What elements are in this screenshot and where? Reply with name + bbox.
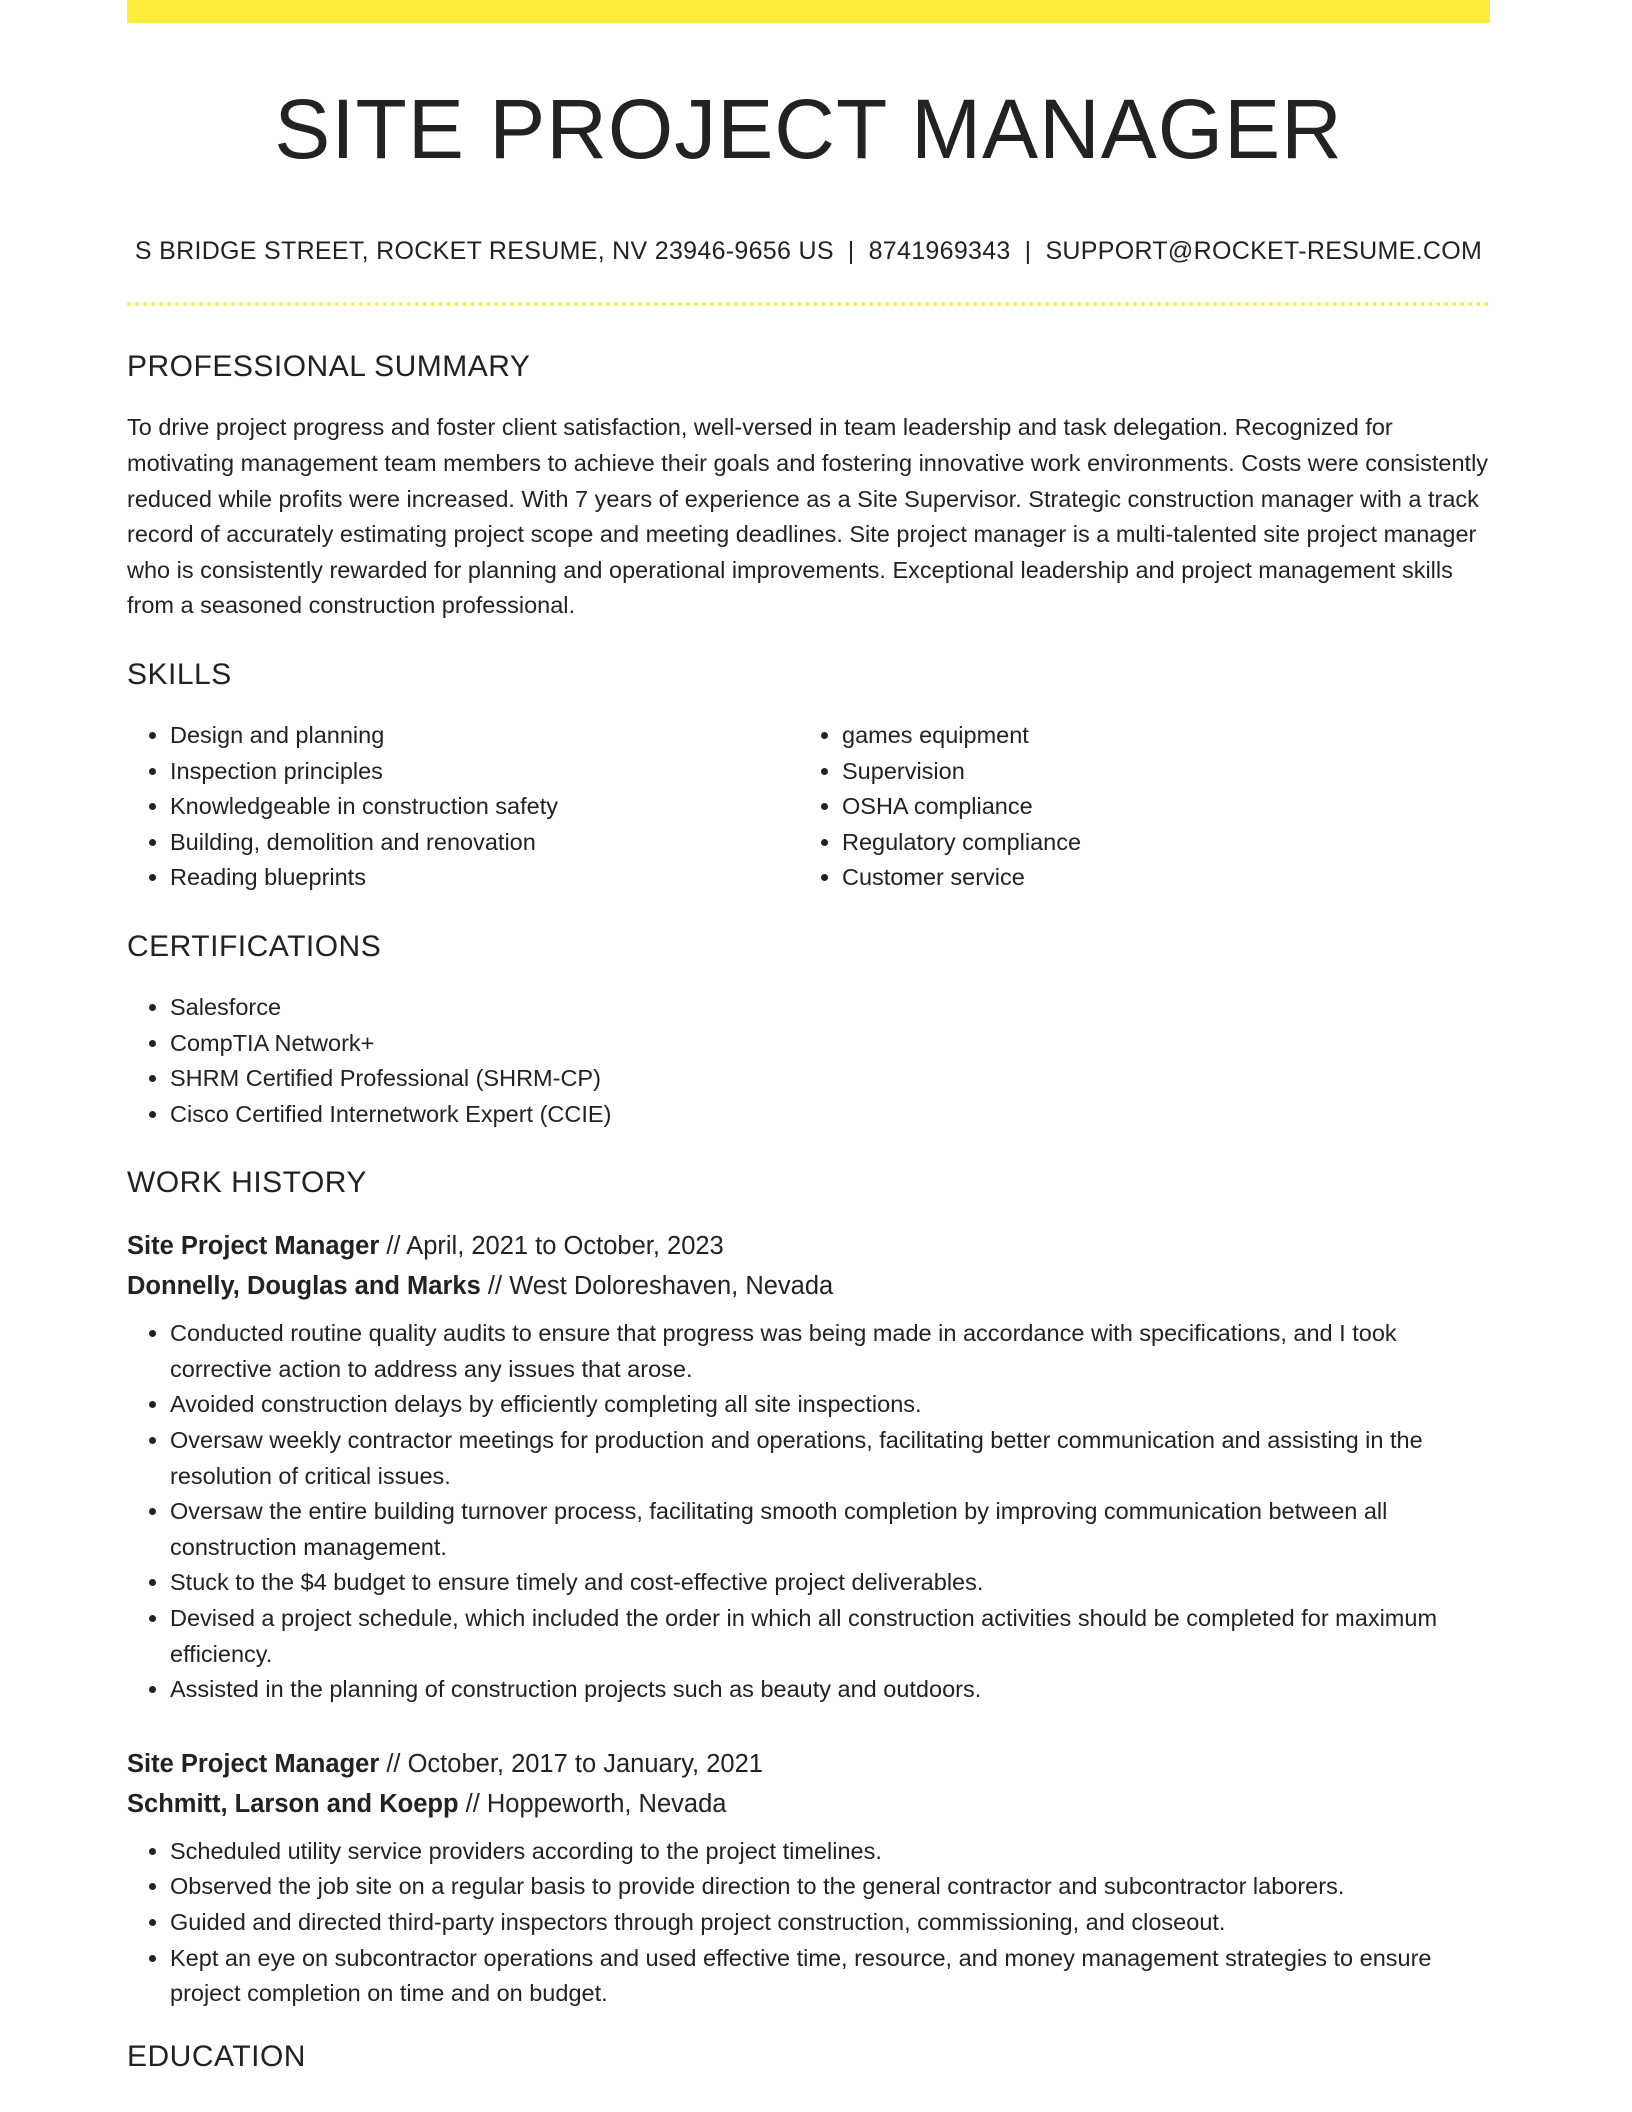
job-role-line: [127, 1744, 1490, 1784]
skill-item: • Customer service: [842, 860, 1471, 896]
skill-item: • Inspection principles: [170, 754, 799, 790]
candidate-name: SITE PROJECT MANAGER: [274, 82, 1343, 176]
job-bullet: • Conducted routine quality audits to ensure that progress was being made in accordance with specifications, and I took corrective action to address any issues that arose.: [170, 1316, 1490, 1387]
job-company-line: [127, 1266, 1490, 1306]
work-history-heading: WORK HISTORY: [127, 1166, 367, 1200]
skill-item: • Building, demolition and renovation: [170, 825, 799, 861]
certification-item: • Cisco Certified Internetwork Expert (CCIE): [170, 1097, 1490, 1133]
skill-item: • games equipment: [842, 718, 1471, 754]
job-company: Schmitt, Larson and Koepp: [127, 1789, 459, 1818]
header-divider: [127, 302, 1490, 306]
certifications-list: [127, 990, 1490, 1132]
skills-column-left: [127, 718, 799, 896]
accent-top-bar: [127, 0, 1490, 23]
job-bullet: • Kept an eye on subcontractor operations and used effective time, resource, and money management strategies to ensure project completion on time and on budget.: [170, 1941, 1490, 2012]
job-entry: [127, 1744, 1490, 2012]
resume-page: [127, 0, 1490, 2074]
skills-grid: [127, 718, 1490, 896]
job-role: Site Project Manager: [127, 1749, 380, 1778]
job-bullet: • Scheduled utility service providers according to the project timelines.: [170, 1834, 1490, 1870]
summary-text: To drive project progress and foster client satisfaction, well-versed in team leadership and task delegation. Recognized for motivating management team members to achieve their goals and fostering innovative work environments. Costs were consistently reduced while profits were increased. With 7 years of experience as a Site Supervisor. Strategic construction manager with a track record of accurately estimating project scope and meeting deadlines. Site project manager is a multi-talented site project manager who is consistently rewarded for planning and operational improvements. Exceptional leadership and project management skills from a seasoned construction professional.: [127, 414, 1489, 619]
job-dates: // October, 2017 to January, 2021: [386, 1749, 763, 1778]
contact-separator: |: [1024, 237, 1032, 266]
certification-item: • SHRM Certified Professional (SHRM-CP): [170, 1061, 1490, 1097]
skill-item: • OSHA compliance: [842, 789, 1471, 825]
contact-email: SUPPORT@ROCKET-RESUME.COM: [1045, 237, 1483, 266]
contact-line: [127, 237, 1490, 266]
skills-list-right: [799, 718, 1471, 896]
skill-item: • Supervision: [842, 754, 1471, 790]
skills-list-left: [127, 718, 799, 896]
job-role-line: [127, 1226, 1490, 1266]
job-bullet: • Assisted in the planning of construction projects such as beauty and outdoors.: [170, 1672, 1490, 1708]
job-bullet: • Guided and directed third-party inspectors through project construction, commissioning, and closeout.: [170, 1905, 1490, 1941]
skill-item: • Regulatory compliance: [842, 825, 1471, 861]
job-bullet: • Devised a project schedule, which included the order in which all construction activities should be completed for maximum efficiency.: [170, 1601, 1490, 1672]
job-role: Site Project Manager: [127, 1232, 380, 1261]
contact-phone: 8741969343: [868, 237, 1011, 266]
skill-item: • Design and planning: [170, 718, 799, 754]
job-bullet: • Observed the job site on a regular basis to provide direction to the general contractor and subcontractor laborers.: [170, 1869, 1490, 1905]
skill-item: • Knowledgeable in construction safety: [170, 789, 799, 825]
job-dates: // April, 2021 to October, 2023: [386, 1232, 724, 1261]
job-company-line: [127, 1784, 1490, 1824]
contact-address: S BRIDGE STREET, ROCKET RESUME, NV 23946-9656 US: [134, 237, 834, 266]
skills-heading: SKILLS: [127, 657, 232, 691]
skills-column-right: [799, 718, 1471, 896]
job-bullet: • Avoided construction delays by efficiently completing all site inspections.: [170, 1387, 1490, 1423]
summary-heading: PROFESSIONAL SUMMARY: [127, 350, 531, 384]
job-company: Donnelly, Douglas and Marks: [127, 1272, 481, 1301]
contact-separator: |: [847, 237, 855, 266]
skill-item: • Reading blueprints: [170, 860, 799, 896]
certifications-heading: CERTIFICATIONS: [127, 929, 382, 963]
job-entry: [127, 1226, 1490, 1708]
education-heading: EDUCATION: [127, 2039, 306, 2073]
job-location: // West Doloreshaven, Nevada: [487, 1272, 834, 1301]
certification-item: • CompTIA Network+: [170, 1026, 1490, 1062]
job-bullet: • Oversaw the entire building turnover process, facilitating smooth completion by improving communication between all construction management.: [170, 1494, 1490, 1565]
job-bullets: [127, 1316, 1490, 1708]
job-bullet: • Stuck to the $4 budget to ensure timely and cost-effective project deliverables.: [170, 1565, 1490, 1601]
job-bullet: • Oversaw weekly contractor meetings for production and operations, facilitating better communication and assisting in the resolution of critical issues.: [170, 1423, 1490, 1494]
job-bullets: [127, 1834, 1490, 2012]
certification-item: • Salesforce: [170, 990, 1490, 1026]
job-location: // Hoppeworth, Nevada: [465, 1789, 727, 1818]
